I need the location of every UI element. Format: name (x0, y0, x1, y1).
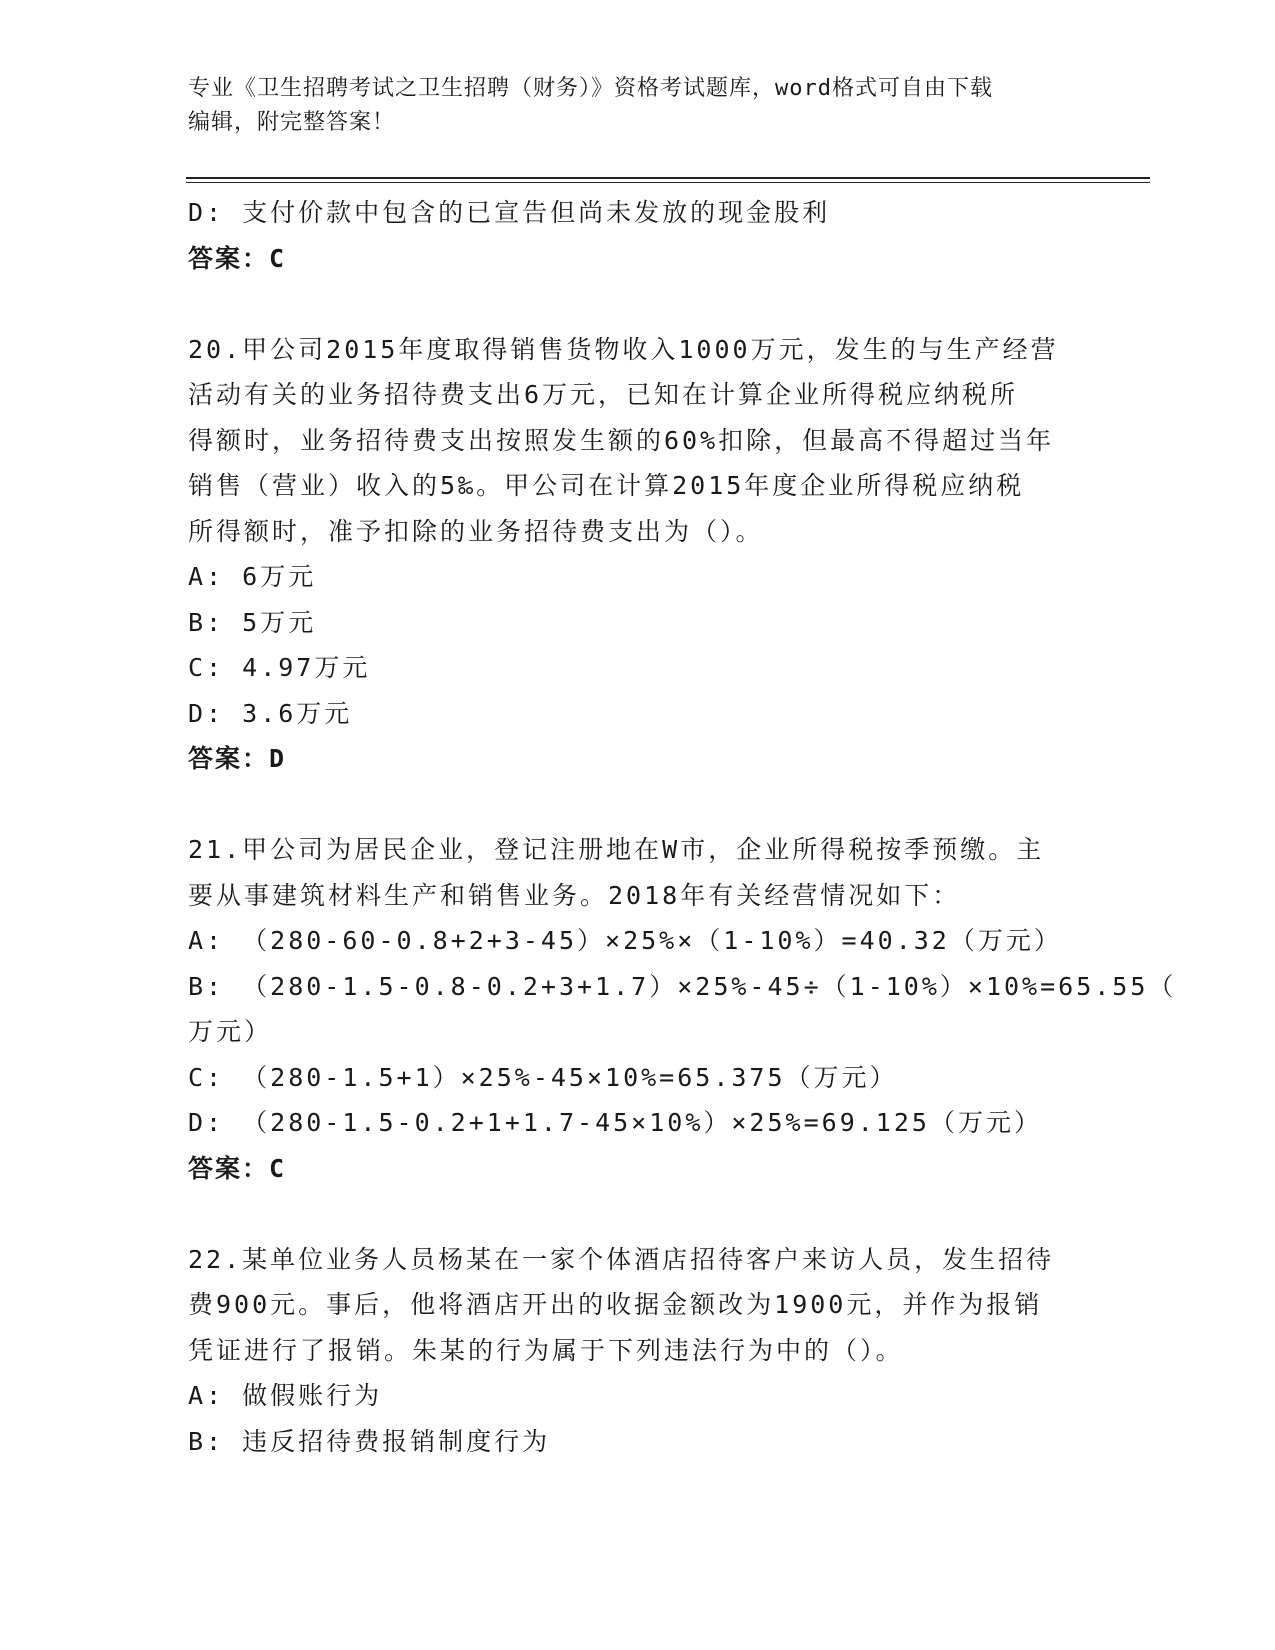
q21-option-b: B: （280-1.5-0.8-0.2+3+1.7）×25%-45÷（1-10%）×10%=65.55（ (188, 971, 1177, 1001)
q20-stem-line: 活动有关的业务招待费支出6万元，已知在计算企业所得税应纳税所 (188, 380, 1019, 409)
q21-option-a: A: （280-60-0.8+2+3-45）×25%×（1-10%）=40.32（万元） (188, 926, 1062, 955)
q20-stem-line: 得额时，业务招待费支出按照发生额的60%扣除，但最高不得超过当年 (188, 425, 1055, 455)
header-line-2: 编辑，附完整答案！ (188, 110, 396, 135)
q22-option-b: B: 违反招待费报销制度行为 (188, 1426, 551, 1456)
q20-stem-line: 所得额时，准予扣除的业务招待费支出为（）。 (188, 516, 764, 546)
q20-option-a: A: 6万元 (188, 562, 317, 591)
q22-stem-line: 凭证进行了报销。朱某的行为属于下列违法行为中的（）。 (188, 1335, 904, 1365)
q20-answer: 答案：D (188, 744, 287, 773)
spacer (188, 281, 1088, 327)
q20-option-d: D: 3.6万元 (188, 698, 353, 728)
header-line-1: 专业《卫生招聘考试之卫生招聘（财务）》资格考试题库，word格式可自由下载 (188, 76, 993, 101)
q22-stem-line: 22.某单位业务人员杨某在一家个体酒店招待客户来访人员，发生招待 (188, 1244, 1055, 1274)
q20-option-b: B: 5万元 (188, 607, 317, 637)
spacer (188, 1191, 1088, 1237)
q21-option-c: C: （280-1.5+1）×25%-45×10%=65.375（万元） (188, 1062, 898, 1092)
q21-option-d: D: （280-1.5-0.2+1+1.7-45×10%）×25%=69.125（万元） (188, 1108, 1042, 1137)
q22-stem-line: 费900元。事后，他将酒店开出的收据金额改为1900元，并作为报销 (188, 1290, 1043, 1319)
q19-option-d: D: 支付价款中包含的已宣告但尚未发放的现金股利 (188, 198, 831, 227)
header-divider-thin (186, 182, 1150, 183)
spacer (188, 782, 1088, 828)
question-content (188, 190, 1177, 1464)
header-divider-thick (186, 177, 1150, 179)
q20-stem-line: 销售（营业）收入的5‰。甲公司在计算2015年度企业所得税应纳税 (188, 471, 1025, 500)
q22-option-a: A: 做假账行为 (188, 1381, 383, 1410)
q19-answer: 答案：C (188, 243, 287, 273)
q21-answer: 答案：C (188, 1153, 287, 1183)
q20-option-c: C: 4.97万元 (188, 653, 371, 682)
q21-stem-line: 21.甲公司为居民企业，登记注册地在W市，企业所得税按季预缴。主 (188, 835, 1045, 864)
q21-option-b-cont: 万元） (188, 1017, 273, 1046)
q20-stem-line: 20.甲公司2015年度取得销售货物收入1000万元，发生的与生产经营 (188, 334, 1059, 364)
document-header (188, 72, 1088, 140)
q21-stem-line: 要从事建筑材料生产和销售业务。2018年有关经营情况如下： (188, 880, 961, 910)
